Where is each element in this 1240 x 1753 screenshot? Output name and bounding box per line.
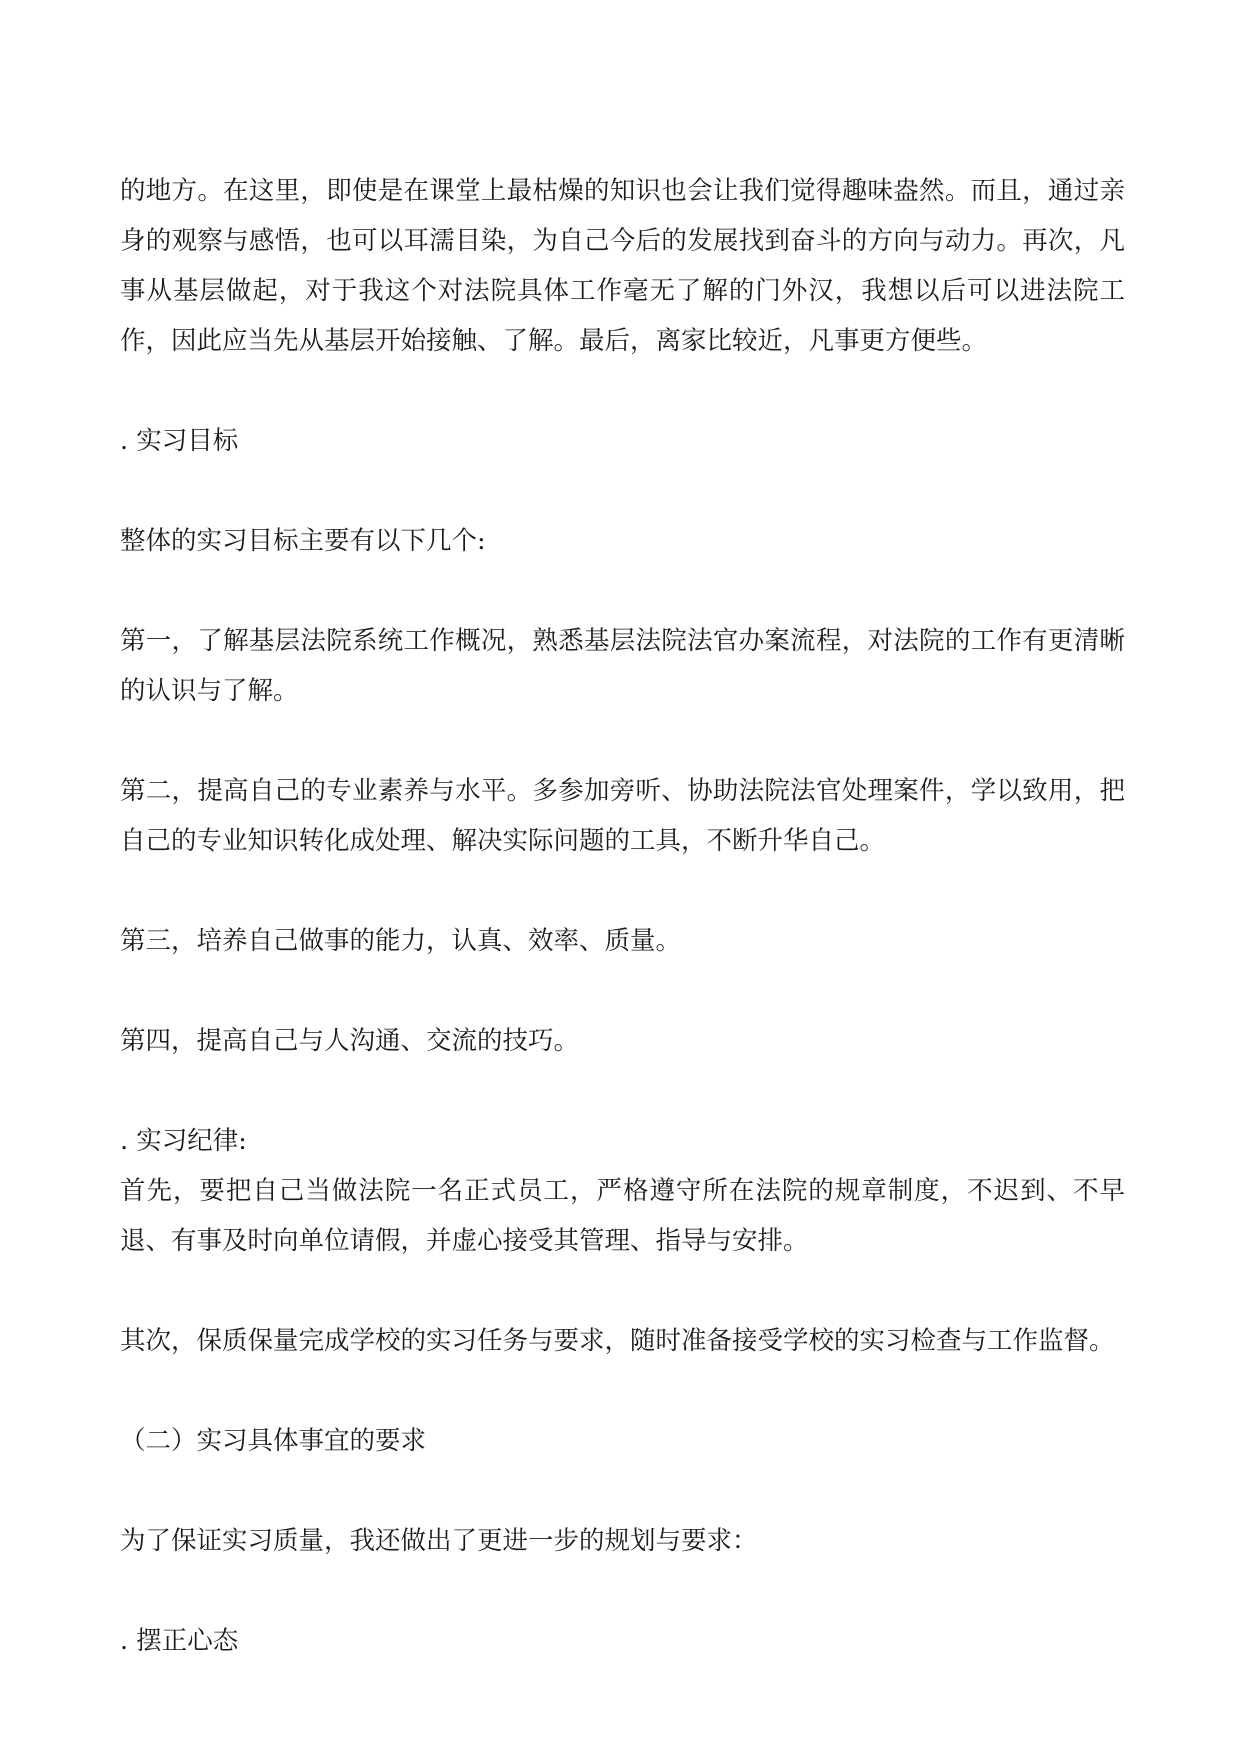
heading-right-attitude: . 摆正心态: [120, 1626, 239, 1656]
paragraph-goal-third: 第三，培养自己做事的能力，认真、效率、质量。: [120, 926, 682, 956]
heading-section-two: （二）实习具体事宜的要求: [120, 1426, 427, 1456]
document-body: [120, 166, 1125, 1666]
paragraph-discipline-second: 其次，保质保量完成学校的实习任务与要求，随时准备接受学校的实习检查与工作监督。: [120, 1326, 1115, 1356]
heading-internship-discipline: . 实习纪律:: [120, 1126, 247, 1156]
paragraph-requirements-intro: 为了保证实习质量，我还做出了更进一步的规划与要求：: [120, 1526, 758, 1556]
paragraph-reasons-continued: 的地方。在这里，即使是在课堂上最枯燥的知识也会让我们觉得趣味盎然。而且，通过亲身的观察与感悟，也可以耳濡目染，为自己今后的发展找到奋斗的方向与动力。再次，凡事从基层做起，对于我这个对法院具体工作毫无了解的门外汉，我想以后可以进法院工作，因此应当先从基层开始接触、了解。最后，离家比较近，凡事更方便些。: [120, 176, 1125, 356]
paragraph-discipline-first: 首先，要把自己当做法院一名正式员工，严格遵守所在法院的规章制度，不迟到、不早退、有事及时向单位请假，并虚心接受其管理、指导与安排。: [120, 1176, 1125, 1256]
paragraph-goals-intro: 整体的实习目标主要有以下几个:: [120, 526, 486, 556]
paragraph-goal-first: 第一，了解基层法院系统工作概况，熟悉基层法院法官办案流程，对法院的工作有更清晰的认识与了解。: [120, 626, 1125, 706]
heading-internship-goals: . 实习目标: [120, 426, 239, 456]
paragraph-goal-second: 第二，提高自己的专业素养与水平。多参加旁听、协助法院法官处理案件，学以致用，把自己的专业知识转化成处理、解决实际问题的工具，不断升华自己。: [120, 776, 1125, 856]
paragraph-goal-fourth: 第四，提高自己与人沟通、交流的技巧。: [120, 1026, 580, 1056]
